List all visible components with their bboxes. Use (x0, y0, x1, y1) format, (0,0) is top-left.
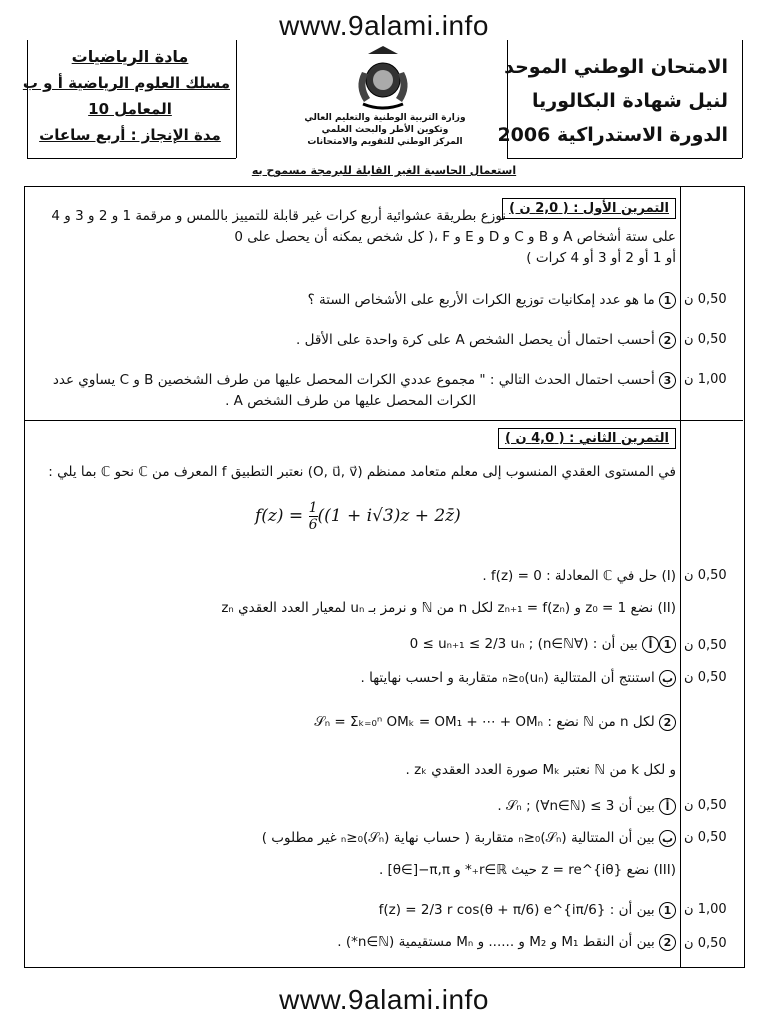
subject-header (22, 44, 230, 148)
exercise2-title: التمرين الثاني : ( 4,0 ن ) (498, 428, 676, 449)
ex2-intro: في المستوى العقدي المنسوب إلى معلم متعامد ممنظم (O, u⃗, v⃗) نعتبر التطبيق f المعرف من ℂ نحو ℂ بما يلي : (48, 464, 676, 480)
points-column-divider (680, 186, 681, 967)
ex2-II1a: 1أ بين أن : (∀n∈ℕ) ; 0 ≤ uₙ₊₁ ≤ 2/3 uₙ (410, 634, 676, 655)
ex2-II1b-points: 0,50 ن (684, 670, 727, 685)
subject-line1: مادة الرياضيات (71, 47, 189, 66)
ex2-III2-points: 0,50 ن (684, 936, 727, 951)
site-url-bottom[interactable]: www.9alami.info (279, 984, 489, 1015)
exercise-separator (24, 420, 743, 421)
ministry-line1: وزارة التربية الوطنية والتعليم العالي (304, 113, 466, 123)
alif-icon: أ (642, 636, 659, 653)
num3-icon: 3 (659, 372, 676, 389)
ex2-II1b: ب استنتج أن المتتالية (uₙ)ₙ≥₀ متقاربة و احسب نهايتها . (361, 668, 676, 689)
ex2-II1a-points: 0,50 ن (684, 638, 727, 653)
num2-icon: 2 (659, 714, 676, 731)
subject-line4: مدة الإنجاز : أربع ساعات (39, 126, 221, 144)
ex2-II2i-points: 0,50 ن (684, 798, 727, 813)
ex1-intro-line3: أو 1 أو 2 أو 3 أو 4 كرات ) (526, 250, 676, 266)
ex1-q3-points: 1,00 ن (684, 372, 727, 387)
ex1-intro-line2: على ستة أشخاص A و B و C و D و E و F ،( كل شخص يمكنه أن يحصل على 0 (234, 229, 676, 245)
coat-of-arms-icon (348, 42, 418, 112)
exam-title-line3: الدورة الاستدراكية 2006 (497, 124, 728, 146)
exercise1-title: التمرين الأول : ( 2,0 ن ) (502, 198, 676, 219)
calculator-note: استعمال الحاسبة الغير القابلة للبرمجة مسموح به (251, 164, 517, 177)
ex1-q3: 3 أحسب احتمال الحدث التالي : " مجموع عددي الكرات المحصل عليها من طرف الشخصين B و C يساوي عدد الكرات المحصل عليها من طرف الشخص A . (53, 370, 676, 412)
ex2-II2: 2 لكل n من ℕ نضع : 𝒮ₙ = Σₖ₌₀ⁿ OMₖ = OM₁ + ⋯ + OMₙ (314, 712, 676, 733)
num2-icon: 2 (659, 332, 676, 349)
ex2-II2b: و لكل k من ℕ نعتبر Mₖ صورة العدد العقدي zₖ . (405, 762, 676, 778)
ex2-II2ii: ب بين أن المتتالية (𝒮ₙ)ₙ≥₀ متقاربة ( حساب نهاية (𝒮ₙ)ₙ≥₀ غير مطلوب ) (262, 828, 676, 849)
site-url-top[interactable]: www.9alami.info (279, 10, 489, 41)
ex2-definition: f(z) = $\frac{1}{6}$ ((1 + i√3)z + 2z̄) (255, 500, 461, 533)
ex1-q1: 1 ما هو عدد إمكانيات توزيع الكرات الأربع على الأشخاص الستة ؟ (308, 290, 676, 311)
subject-line3: المعامل 10 (88, 100, 172, 118)
ex1-intro-line1: نوزع بطريقة عشوائية أربع كرات غير قابلة للتمييز باللمس و مرقمة 1 و 2 و 3 و 4 (51, 208, 506, 224)
num1-icon: 1 (659, 292, 676, 309)
ex2-III1-points: 1,00 ن (684, 902, 727, 917)
ex2-II2i: أ بين أن 3 ≥ 𝒮ₙ ; (∀n∈ℕ) . (497, 796, 676, 817)
ex2-III1: 1 بين أن : f(z) = 2/3 r cos(θ + π/6) e^{iπ/6} (379, 900, 676, 921)
ex2-III2: 2 بين أن النقط M₁ و M₂ و ...... و Mₙ مستقيمية (n∈ℕ*) . (337, 932, 676, 953)
ex2-I: (I) حل في ℂ المعادلة : f(z) = 0 . (482, 568, 676, 584)
ex2-II: (II) نضع z₀ = 1 و zₙ₊₁ = f(zₙ) لكل n من ℕ و نرمز بـ uₙ لمعيار العدد العقدي zₙ (221, 600, 676, 616)
ex2-II2ii-points: 0,50 ن (684, 830, 727, 845)
num1-icon: 1 (659, 902, 676, 919)
header-right-border (742, 40, 743, 158)
ex2-I-points: 0,50 ن (684, 568, 727, 583)
header-left-border (27, 40, 28, 158)
ex2-III: (III) نضع z = re^{iθ} حيث r∈ℝ₊* و θ∈]−π,π] . (378, 862, 676, 878)
exam-title-line1: الامتحان الوطني الموحد (504, 56, 728, 78)
ex1-q2-points: 0,50 ن (684, 332, 727, 347)
num2-icon: 2 (659, 934, 676, 951)
exam-title-line2: لنيل شهادة البكالوريا (531, 90, 728, 112)
ba-icon: ب (659, 830, 676, 847)
header-left-bottom (27, 158, 236, 159)
subject-line2: مسلك العلوم الرياضية أ و ب (22, 74, 230, 92)
ex1-q2: 2 أحسب احتمال أن يحصل الشخص A على كرة واحدة على الأقل . (296, 330, 676, 351)
alif-icon: أ (659, 798, 676, 815)
ba-icon: ب (659, 670, 676, 687)
header-right-bottom (507, 158, 742, 159)
ministry-line2: وتكوين الأطر والبحث العلمي (321, 125, 449, 135)
ministry-block (290, 112, 480, 148)
exam-header (497, 50, 728, 152)
ex1-q1-points: 0,50 ن (684, 292, 727, 307)
ministry-line3: المركز الوطني للتقويم والامتحانات (307, 137, 463, 147)
header-left-inner (236, 40, 237, 158)
exercise1-intro (51, 206, 676, 269)
num1-icon: 1 (659, 636, 676, 653)
